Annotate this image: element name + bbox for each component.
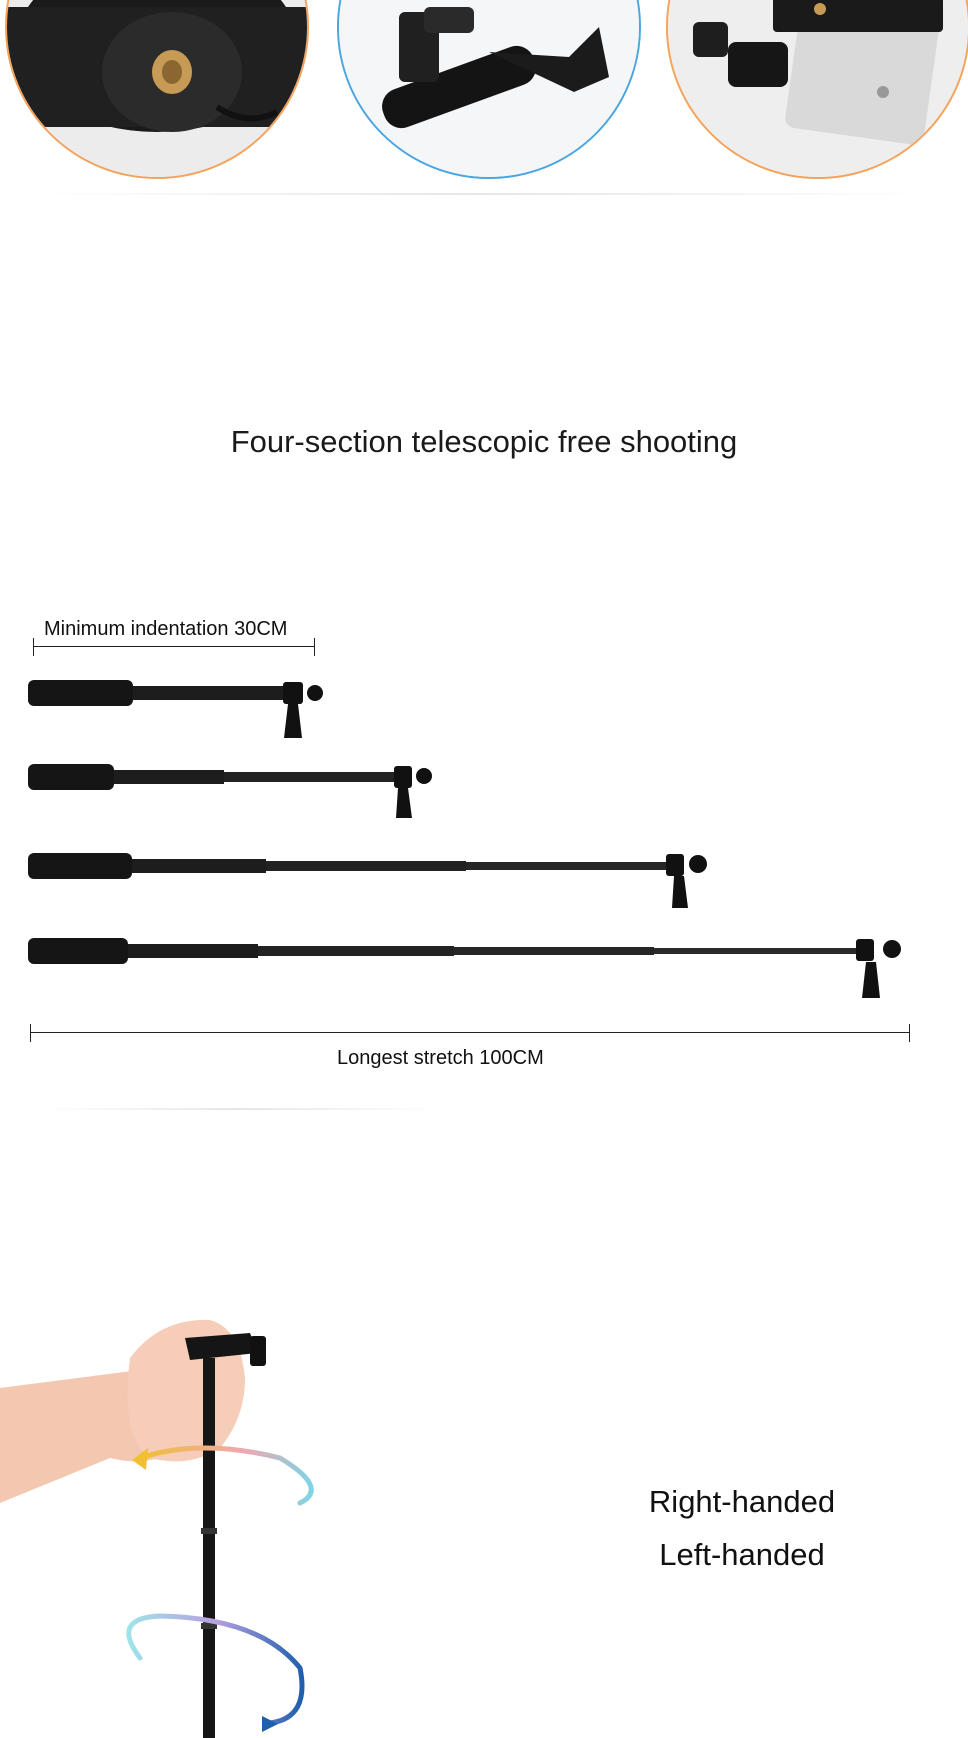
max-length-line: [30, 1032, 910, 1033]
page-title: Four-section telescopic free shooting: [230, 424, 738, 459]
pole-minimum: [28, 680, 323, 738]
pole-section-2: [28, 764, 432, 818]
right-handed-label: Right-handed: [648, 1484, 836, 1519]
max-length-tick-right: [909, 1024, 910, 1042]
max-length-tick-left: [30, 1024, 31, 1042]
pole-maximum: [28, 938, 901, 998]
left-handed-label: Left-handed: [659, 1537, 825, 1572]
max-length-label: Longest stretch 100CM: [337, 1047, 544, 1069]
pole-section-3: [28, 853, 707, 908]
hand-holding-pole: [0, 1298, 340, 1738]
min-length-label: Minimum indentation 30CM: [44, 618, 288, 640]
divider: [40, 1108, 440, 1110]
